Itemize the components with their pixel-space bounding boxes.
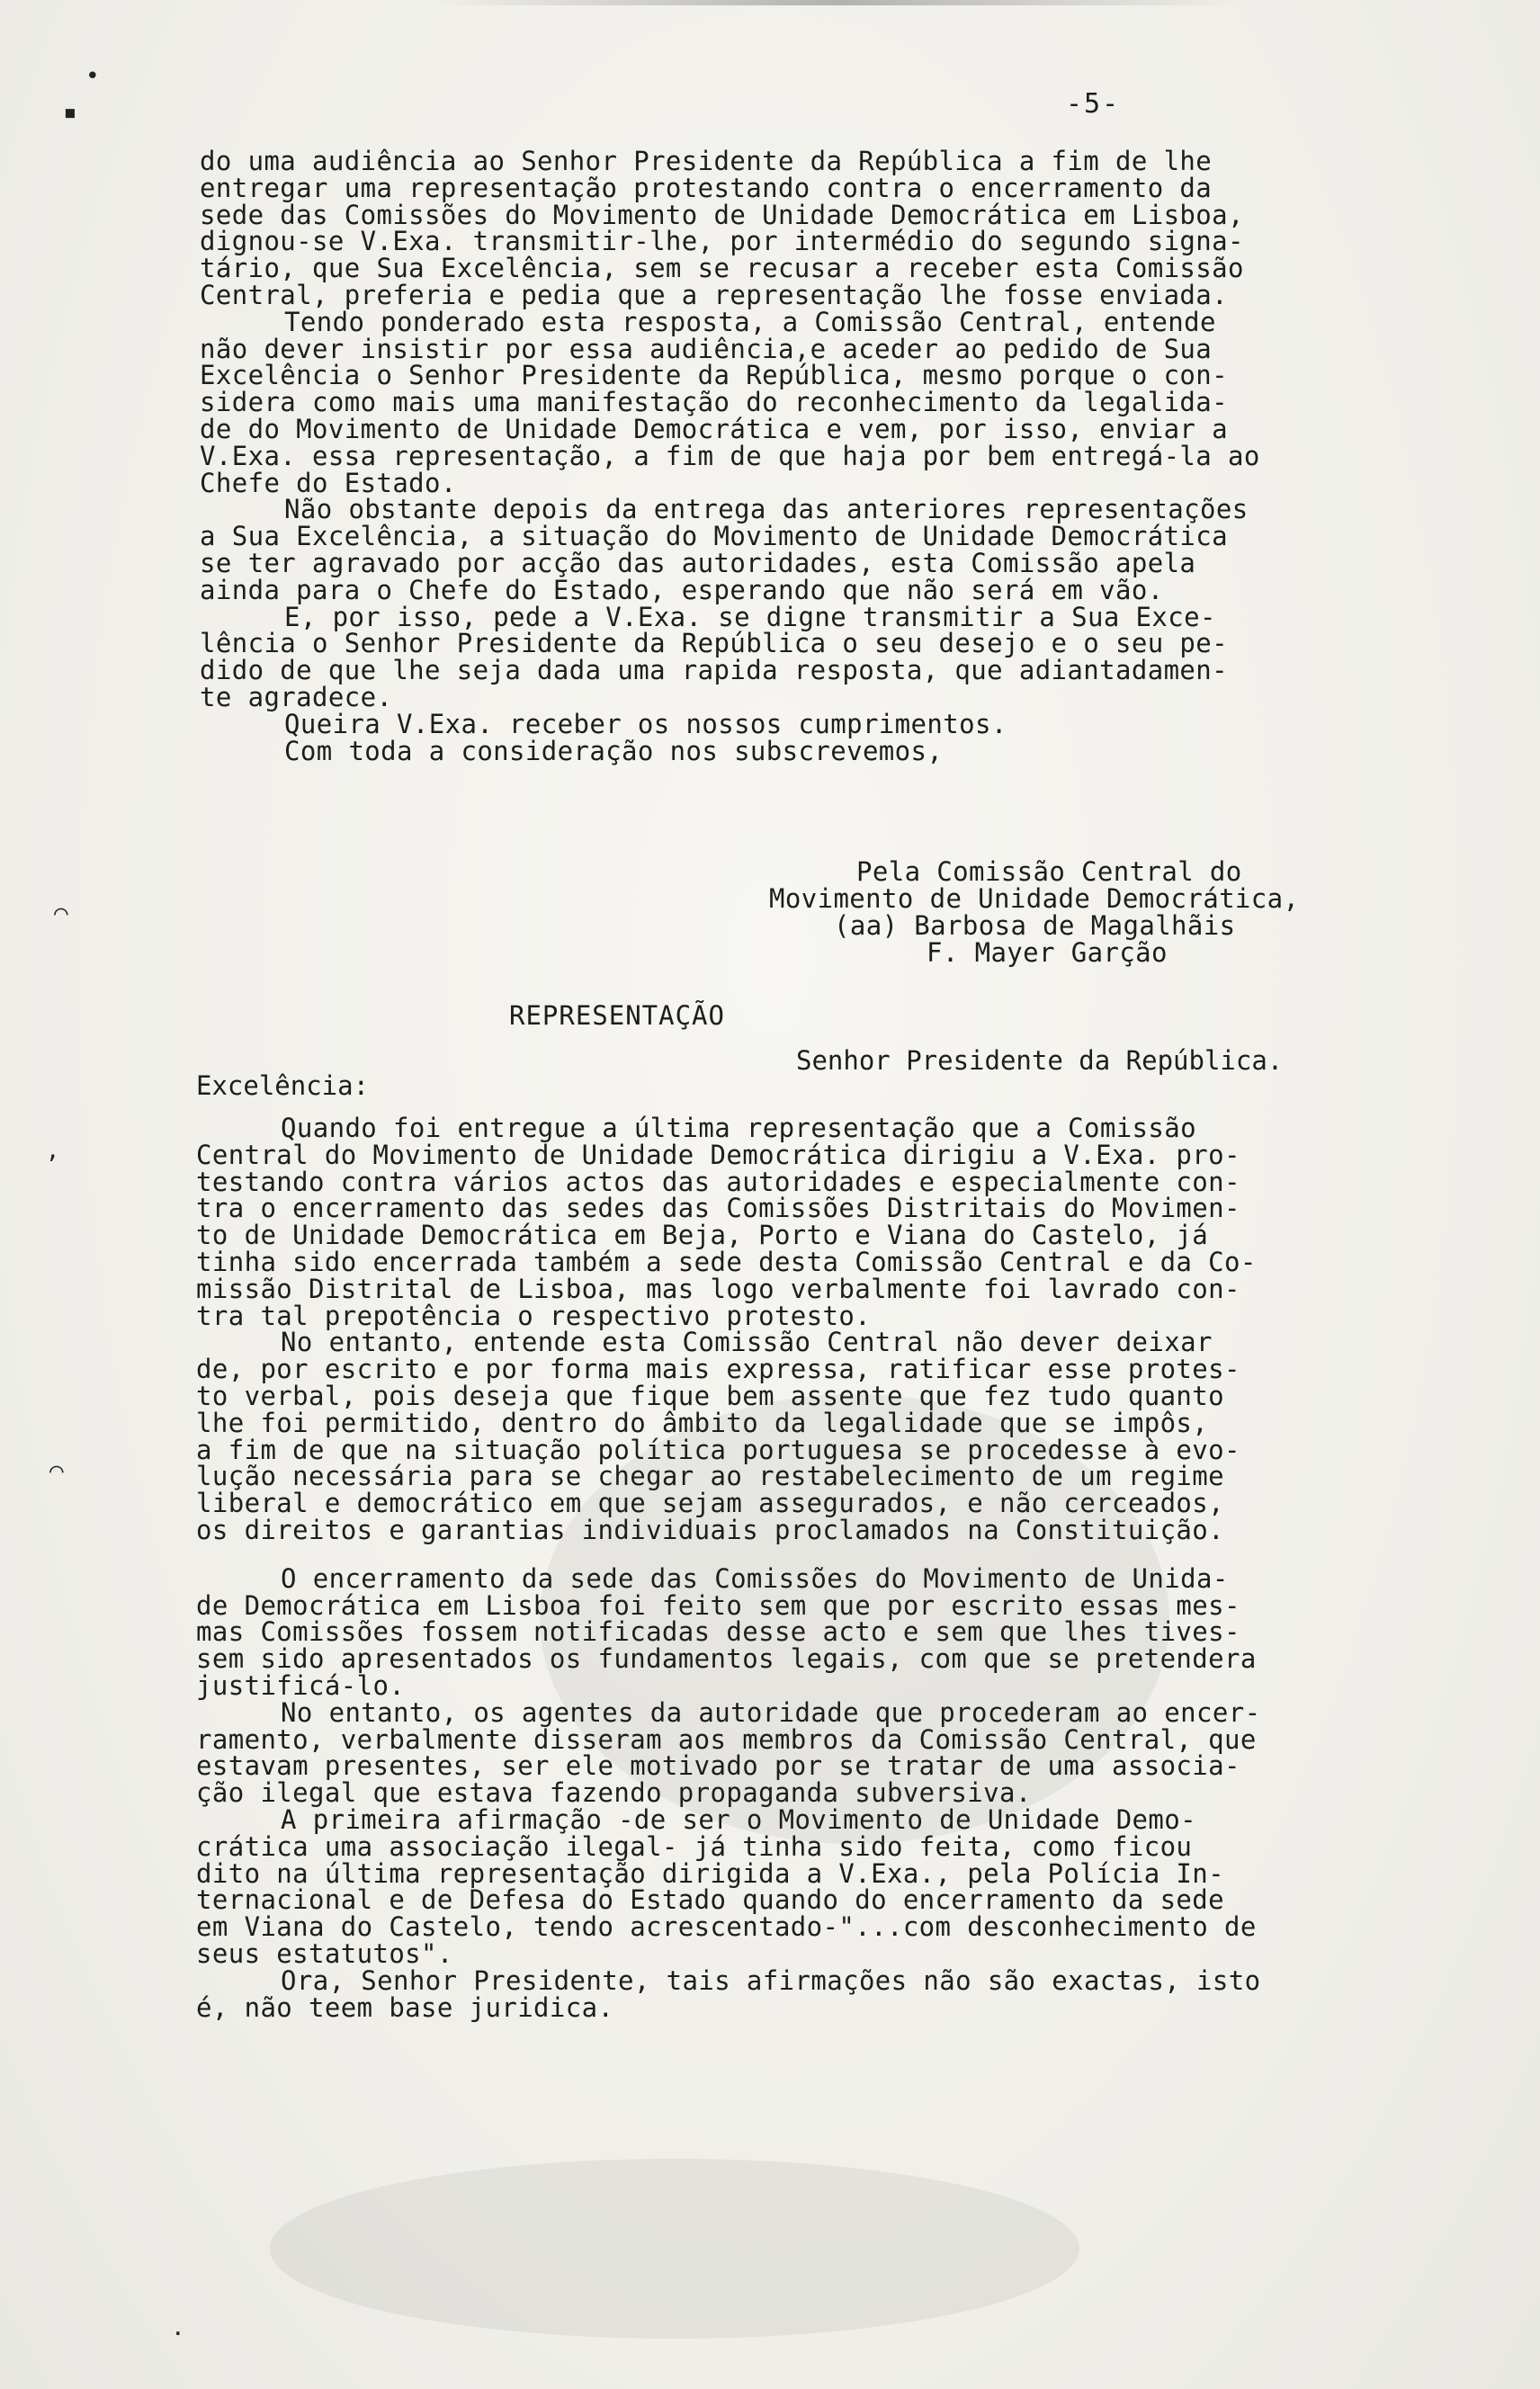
letter-line: V.Exa. essa representação, a fim de que haja por bem entregá-la ao	[200, 440, 1260, 471]
letter-line: lência o Senhor Presidente da República o seu desejo e o seu pe-	[200, 628, 1229, 659]
body-line: de, por escrito e por forma mais expressa, ratificar esse protes-	[196, 1354, 1240, 1385]
body-line: crática uma associação ilegal- já tinha sido feita, como ficou	[196, 1830, 1193, 1862]
body-line: a fim de que na situação política portuguesa se procedesse à evo-	[196, 1434, 1240, 1465]
letter-line: se ter agravado por acção das autoridades, esta Comissão apela	[200, 547, 1196, 578]
body-line: é, não teem base juridica.	[196, 1991, 614, 2023]
addressee: Senhor Presidente da República.	[796, 1045, 1284, 1076]
body-line: tra tal prepotência o respectivo protesto.	[196, 1300, 872, 1331]
letter-line: do uma audiência ao Senhor Presidente da República a fim de lhe	[200, 146, 1213, 176]
hole-punch-mark-2: ▪	[63, 99, 77, 126]
letter-line: te agradece.	[200, 681, 393, 712]
body-line: Quando foi entregue a última representação que a Comissão	[281, 1113, 1196, 1143]
section-title: REPRESENTAÇÃO	[509, 1000, 725, 1031]
body-line: tinha sido encerrada também a sede desta Comissão Central e da Co-	[196, 1246, 1257, 1277]
body-line: O encerramento da sede das Comissões do Movimento de Unida-	[281, 1562, 1229, 1594]
letter-line: não dever insistir por essa audiência,e aceder ao pedido de Sua	[200, 333, 1213, 364]
margin-mark-3: ⌒	[49, 1457, 64, 1484]
representation-body	[196, 1115, 1374, 2021]
letter-body	[200, 148, 1369, 765]
letter-line: de do Movimento de Unidade Democrática e vem, por isso, enviar a	[200, 413, 1229, 444]
body-line: tra o encerramento das sedes das Comissões Distritais do Movimen-	[196, 1193, 1240, 1224]
signature-line: Movimento de Unidade Democrática,	[769, 883, 1300, 914]
letter-line: sede das Comissões do Movimento de Unidade Democrática em Lisboa,	[200, 199, 1244, 230]
page-number: -5-	[1066, 88, 1121, 120]
body-line: Ora, Senhor Presidente, tais afirmações não são exactas, isto	[281, 1964, 1261, 1996]
body-line: justificá-lo.	[196, 1669, 406, 1701]
body-line: em Viana do Castelo, tendo acrescentado-"...com desconhecimento de	[196, 1911, 1257, 1943]
letter-line: Com toda a consideração nos subscrevemos,	[284, 735, 944, 766]
margin-mark: ⌒	[54, 899, 68, 926]
body-line: No entanto, entende esta Comissão Central não dever deixar	[281, 1327, 1213, 1358]
body-line: No entanto, os agentes da autoridade que procederam ao encer-	[281, 1696, 1261, 1728]
margin-mark-4: ·	[171, 2321, 185, 2348]
body-line: dito na última representação dirigida a V.Exa., pela Polícia In-	[196, 1857, 1225, 1889]
body-line: to verbal, pois deseja que fique bem assente que fez tudo quanto	[196, 1380, 1225, 1411]
hole-punch-mark: •	[85, 63, 100, 90]
letter-line: Queira V.Exa. receber os nossos cumprimentos.	[284, 708, 1007, 739]
salutation: Excelência:	[196, 1070, 370, 1101]
scan-smudge-bottom	[270, 2159, 1079, 2339]
letter-line: a Sua Excelência, a situação do Movimento de Unidade Democrática	[200, 521, 1229, 552]
letter-line: entregar uma representação protestando contra o encerramento da	[200, 172, 1213, 203]
body-line: seus estatutos".	[196, 1937, 453, 1969]
body-line: mas Comissões fossem notificadas desse acto e sem que lhes tives-	[196, 1616, 1240, 1648]
body-line: A primeira afirmação -de ser o Movimento de Unidade Demo-	[281, 1803, 1196, 1835]
body-line: to de Unidade Democrática em Beja, Porto e Viana do Castelo, já	[196, 1220, 1209, 1251]
letter-line: Tendo ponderado esta resposta, a Comissão Central, entende	[284, 306, 1216, 337]
letter-line: sidera como mais uma manifestação do reconhecimento da legalida-	[200, 387, 1229, 418]
body-line: lhe foi permitido, dentro do âmbito da legalidade que se impôs,	[196, 1407, 1209, 1438]
body-line: os direitos e garantias individuais proclamados na Constituição.	[196, 1514, 1225, 1545]
body-line: sem sido apresentados os fundamentos legais, com que se pretendera	[196, 1643, 1257, 1675]
body-line: ção ilegal que estava fazendo propaganda subversiva.	[196, 1777, 1032, 1809]
body-line: testando contra vários actos das autoridades e especialmente con-	[196, 1166, 1240, 1197]
letter-line: dignou-se V.Exa. transmitir-lhe, por intermédio do segundo signa-	[200, 226, 1244, 257]
letter-line: Não obstante depois da entrega das anteriores representações	[284, 494, 1249, 525]
letter-line: Excelência o Senhor Presidente da República, mesmo porque o con-	[200, 360, 1229, 391]
letter-line: Chefe do Estado.	[200, 467, 457, 498]
letter-line: dido de que lhe seja dada uma rapida resposta, que adiantadamen-	[200, 655, 1229, 686]
body-line: liberal e democrático em que sejam assegurados, e não cerceados,	[196, 1488, 1225, 1519]
signature-line: F. Mayer Garção	[927, 937, 1168, 968]
signature-line: (aa) Barbosa de Magalhãis	[834, 910, 1236, 941]
body-line: missão Distrital de Lisboa, mas logo verbalmente foi lavrado con-	[196, 1273, 1240, 1304]
letter-line: ainda para o Chefe do Estado, esperando que não será em vão.	[200, 574, 1164, 605]
body-line: lução necessária para se chegar ao restabelecimento de um regime	[196, 1461, 1225, 1492]
letter-line: tário, que Sua Excelência, sem se recusar a receber esta Comissão	[200, 253, 1244, 284]
body-line: de Democrática em Lisboa foi feito sem que por escrito essas mes-	[196, 1589, 1240, 1621]
body-line: ramento, verbalmente disseram aos membros da Comissão Central, que	[196, 1723, 1257, 1755]
body-line: estavam presentes, ser ele motivado por se tratar de uma associa-	[196, 1750, 1240, 1782]
scan-edge-artifact	[432, 0, 1241, 5]
signature-line: Pela Comissão Central do	[856, 856, 1242, 887]
margin-mark-2: ʼ	[45, 1151, 59, 1178]
body-line: ternacional e de Defesa do Estado quando do encerramento da sede	[196, 1884, 1225, 1916]
letter-line: Central, preferia e pedia que a representação lhe fosse enviada.	[200, 279, 1229, 310]
body-line: Central do Movimento de Unidade Democrática dirigiu a V.Exa. pro-	[196, 1139, 1240, 1170]
letter-line: E, por isso, pede a V.Exa. se digne transmitir a Sua Exce-	[284, 601, 1216, 632]
